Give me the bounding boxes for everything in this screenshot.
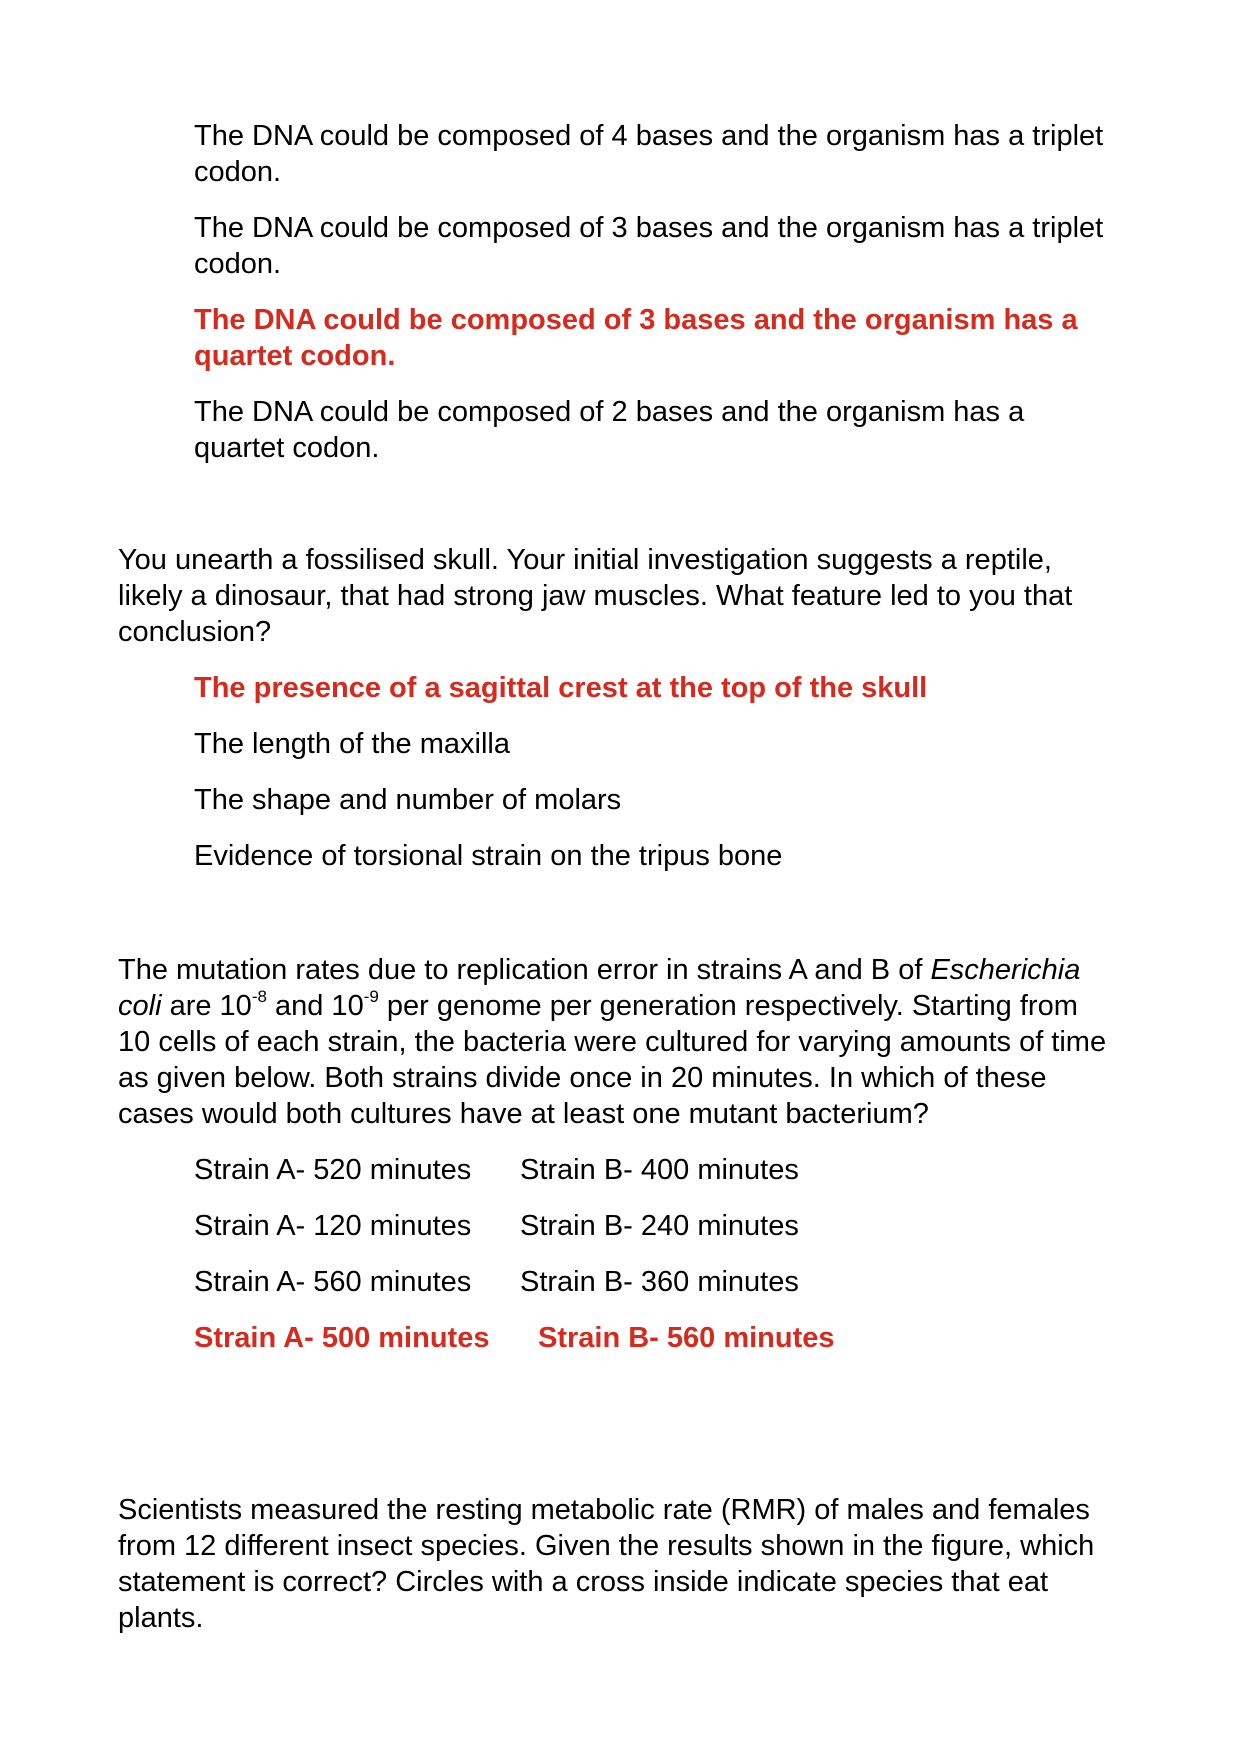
skull-option-4: Evidence of torsional strain on the tripus bone — [194, 840, 783, 872]
dna-option-2-line-1: The DNA could be composed of 3 bases and the organism has a triplet — [194, 212, 1104, 244]
exponent-a: -8 — [251, 987, 267, 1007]
strain-option-4-correct-b: Strain B- 560 minutes — [538, 1322, 835, 1354]
skull-question-line-1: You unearth a fossilised skull. Your initial investigation suggests a reptile, — [118, 544, 1052, 576]
strain-option-3-a: Strain A- 560 minutes — [194, 1266, 472, 1298]
rmr-question-line-4: plants. — [118, 1602, 204, 1634]
rmr-question-line-2: from 12 different insect species. Given the results shown in the figure, which — [118, 1530, 1095, 1562]
skull-option-3: The shape and number of molars — [194, 784, 622, 816]
mutation-question-line-5: cases would both cultures have at least one mutant bacterium? — [118, 1098, 929, 1130]
skull-question-line-2: likely a dinosaur, that had strong jaw muscles. What feature led to you that — [118, 580, 1073, 612]
strain-option-3-b: Strain B- 360 minutes — [520, 1266, 799, 1298]
skull-question-line-3: conclusion? — [118, 616, 272, 648]
dna-option-3-correct-line-1: The DNA could be composed of 3 bases and the organism has a — [194, 304, 1078, 336]
mutation-question-line-1-text: The mutation rates due to replication error in strains A and B of — [118, 954, 931, 986]
mutation-question-line-2-rest: per genome per generation respectively. Starting from — [378, 990, 1078, 1022]
strain-option-2-b: Strain B- 240 minutes — [520, 1210, 799, 1242]
rmr-question-line-3: statement is correct? Circles with a cross inside indicate species that eat — [118, 1566, 1049, 1598]
strain-option-4-correct-a: Strain A- 500 minutes — [194, 1322, 490, 1354]
skull-option-2: The length of the maxilla — [194, 728, 510, 760]
dna-option-1-line-2: codon. — [194, 156, 282, 188]
strain-option-1-a: Strain A- 520 minutes — [194, 1154, 472, 1186]
dna-option-3-correct-line-2: quartet codon. — [194, 340, 396, 372]
strain-option-1-b: Strain B- 400 minutes — [520, 1154, 799, 1186]
mutation-question-line-4: as given below. Both strains divide once in 20 minutes. In which of these — [118, 1062, 1047, 1094]
exponent-b: -9 — [363, 987, 379, 1007]
skull-option-1-correct: The presence of a sagittal crest at the top of the skull — [194, 672, 928, 704]
mutation-question-line-2 — [118, 988, 1078, 1024]
mutation-rate-a-text: are 10 — [161, 990, 252, 1022]
mutation-rate-b-text: and 10 — [266, 990, 364, 1022]
mutation-question-line-3: 10 cells of each strain, the bacteria were cultured for varying amounts of time — [118, 1026, 1107, 1058]
dna-option-1-line-1: The DNA could be composed of 4 bases and the organism has a triplet — [194, 120, 1104, 152]
mutation-question-line-1 — [118, 952, 1080, 988]
strain-option-2-a: Strain A- 120 minutes — [194, 1210, 472, 1242]
dna-option-4-line-1: The DNA could be composed of 2 bases and the organism has a — [194, 396, 1025, 428]
rmr-question-line-1: Scientists measured the resting metabolic rate (RMR) of males and females — [118, 1494, 1090, 1526]
dna-option-4-line-2: quartet codon. — [194, 432, 380, 464]
species-name-epithet: coli — [118, 990, 162, 1022]
species-name-genus: Escherichia — [930, 954, 1081, 986]
dna-option-2-line-2: codon. — [194, 248, 282, 280]
